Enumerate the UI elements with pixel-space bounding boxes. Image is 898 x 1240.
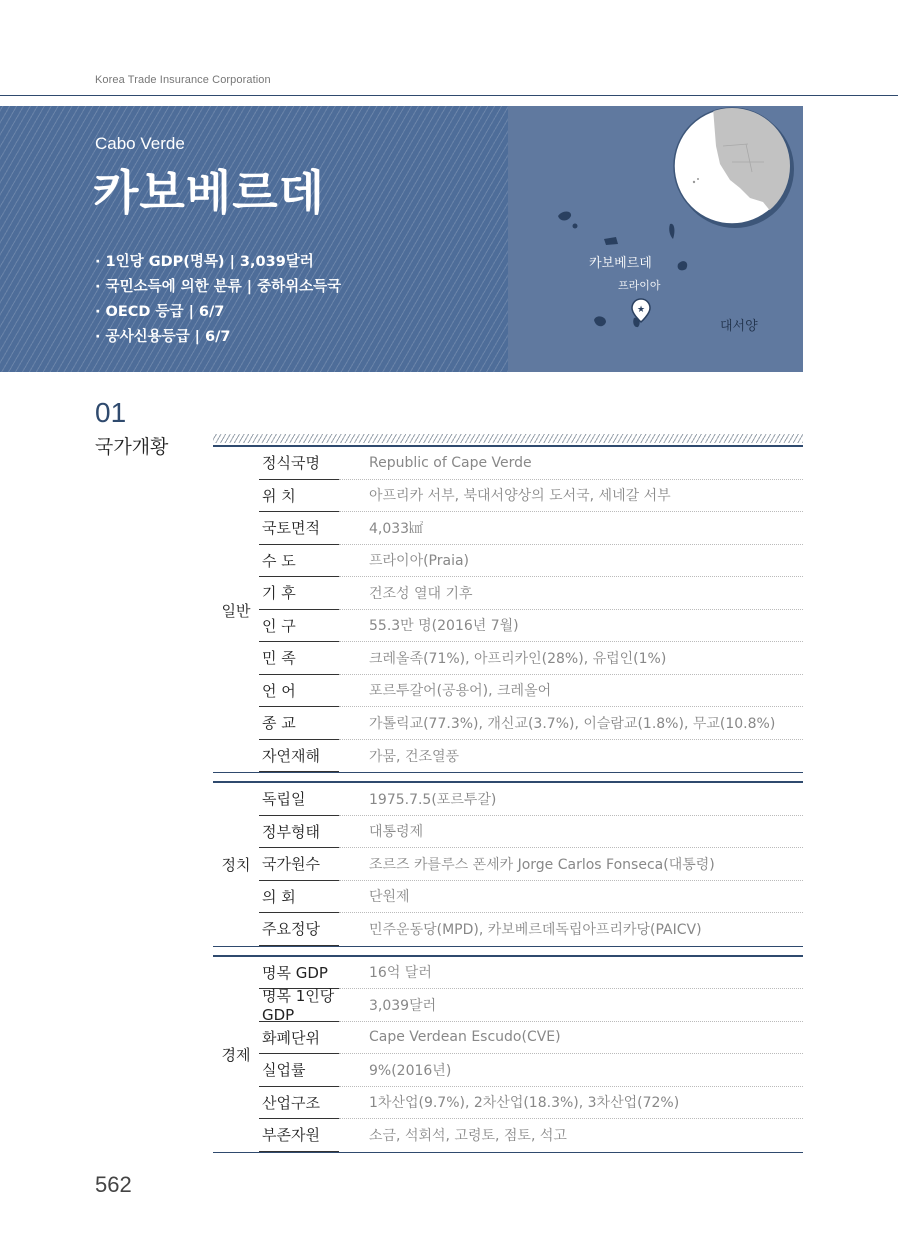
map-panel [508, 106, 803, 372]
row-key: 실업률 [259, 1054, 339, 1087]
row-value: 아프리카 서부, 북대서양상의 도서국, 세네갈 서부 [339, 480, 803, 513]
row-value: Cape Verdean Escudo(CVE) [339, 1022, 803, 1055]
row-key: 산업구조 [259, 1087, 339, 1120]
table-row [259, 545, 803, 578]
group-general [213, 445, 803, 773]
row-value: 1975.7.5(포르투갈) [339, 783, 803, 816]
row-key: 부존자원 [259, 1119, 339, 1152]
group-label: 경제 [221, 1046, 251, 1064]
row-value: 1차산업(9.7%), 2차산업(18.3%), 3차산업(72%) [339, 1087, 803, 1120]
row-value: 4,033㎢ [339, 512, 803, 545]
country-name-ko: 카보베르데 [93, 166, 326, 221]
page-number: 562 [95, 1172, 132, 1197]
table-row [259, 480, 803, 513]
table-row [259, 1119, 803, 1152]
map-country-label: 카보베르데 [589, 256, 652, 271]
table-row [259, 987, 803, 1025]
banner-info-panel [0, 106, 508, 372]
table-row [259, 913, 803, 946]
row-key: 의 회 [259, 881, 339, 914]
header-divider [0, 95, 898, 96]
row-value: 3,039달러 [339, 989, 803, 1022]
row-value: 건조성 열대 기후 [339, 577, 803, 610]
row-key: 언 어 [259, 675, 339, 708]
row-value: 가톨릭교(77.3%), 개신교(3.7%), 이슬람교(1.8%), 무교(10.8%) [339, 707, 803, 740]
section-hatch-bar [213, 434, 803, 443]
country-name-en: Cabo Verde [95, 134, 185, 153]
row-value: Republic of Cape Verde [339, 447, 803, 480]
row-key: 정식국명 [259, 447, 339, 480]
group-label: 일반 [221, 601, 251, 620]
row-value: 55.3만 명(2016년 7월) [339, 610, 803, 643]
section-title: 국가개황 [95, 436, 169, 458]
group-economy [213, 955, 803, 1153]
row-key: 주요정당 [259, 913, 339, 946]
row-key: 명목 GDP [259, 957, 339, 990]
group-divider [213, 946, 803, 947]
row-key: 수 도 [259, 545, 339, 578]
table-row [259, 848, 803, 881]
row-value: 크레올족(71%), 아프리카인(28%), 유럽인(1%) [339, 642, 803, 675]
table-row [259, 707, 803, 740]
table-row [259, 642, 803, 675]
fact-credit-grade: · 공사신용등급 | 6/7 [95, 329, 231, 345]
country-map [508, 106, 803, 372]
table-row [259, 1022, 803, 1055]
row-value: 대통령제 [339, 816, 803, 849]
row-value: 단원제 [339, 881, 803, 914]
row-key: 명목 1인당 GDP [259, 989, 339, 1022]
group-politics [213, 781, 803, 947]
table-row [259, 675, 803, 708]
table-row [259, 816, 803, 849]
row-key: 기 후 [259, 577, 339, 610]
group-divider [213, 1152, 803, 1153]
table-row [259, 1054, 803, 1087]
country-banner [0, 106, 803, 372]
table-row [259, 957, 803, 990]
map-capital-label: 프라이아 [618, 279, 661, 292]
row-value: 9%(2016년) [339, 1054, 803, 1087]
table-row [259, 512, 803, 545]
row-value: 조르즈 카를루스 폰세카 Jorge Carlos Fonseca(대통령) [339, 848, 803, 881]
group-label: 정치 [221, 856, 251, 875]
table-row [259, 1087, 803, 1120]
row-value: 가뭄, 건조열풍 [369, 748, 460, 765]
header-org: Korea Trade Insurance Corporation [95, 74, 271, 86]
row-value: 소금, 석회석, 고령토, 점토, 석고 [369, 1128, 567, 1145]
row-key: 화폐단위 [259, 1022, 339, 1055]
row-key: 독립일 [259, 783, 339, 816]
group-divider [213, 772, 803, 773]
table-row [259, 577, 803, 610]
table-row [259, 610, 803, 643]
fact-income-class: · 국민소득에 의한 분류 | 중하위소득국 [95, 279, 342, 295]
svg-text:★: ★ [636, 305, 646, 315]
row-key: 국토면적 [259, 512, 339, 545]
row-value: 포르투갈어(공용어), 크레올어 [339, 675, 803, 708]
fact-oecd-grade: · OECD 등급 | 6/7 [95, 304, 225, 320]
row-value: 16억 달러 [339, 957, 803, 990]
table-row [259, 447, 803, 480]
row-value: 민주운동당(MPD), 카보베르데독립아프리카당(PAICV) [369, 922, 702, 939]
row-key: 자연재해 [259, 740, 339, 773]
table-row [259, 783, 803, 816]
section-number: 01 [95, 397, 127, 428]
table-row [259, 740, 803, 773]
key-facts [95, 250, 341, 350]
row-key: 위 치 [259, 480, 339, 513]
fact-gdp-per-capita: · 1인당 GDP(명목) | 3,039달러 [95, 254, 314, 270]
row-key: 국가원수 [259, 848, 339, 881]
row-key: 민 족 [259, 642, 339, 675]
row-key: 정부형태 [259, 816, 339, 849]
row-key: 종 교 [259, 707, 339, 740]
map-ocean-label: 대서양 [720, 319, 758, 334]
table-row [259, 881, 803, 914]
row-key: 인 구 [259, 610, 339, 643]
country-overview-table [213, 445, 803, 1153]
row-value: 프라이아(Praia) [339, 545, 803, 578]
